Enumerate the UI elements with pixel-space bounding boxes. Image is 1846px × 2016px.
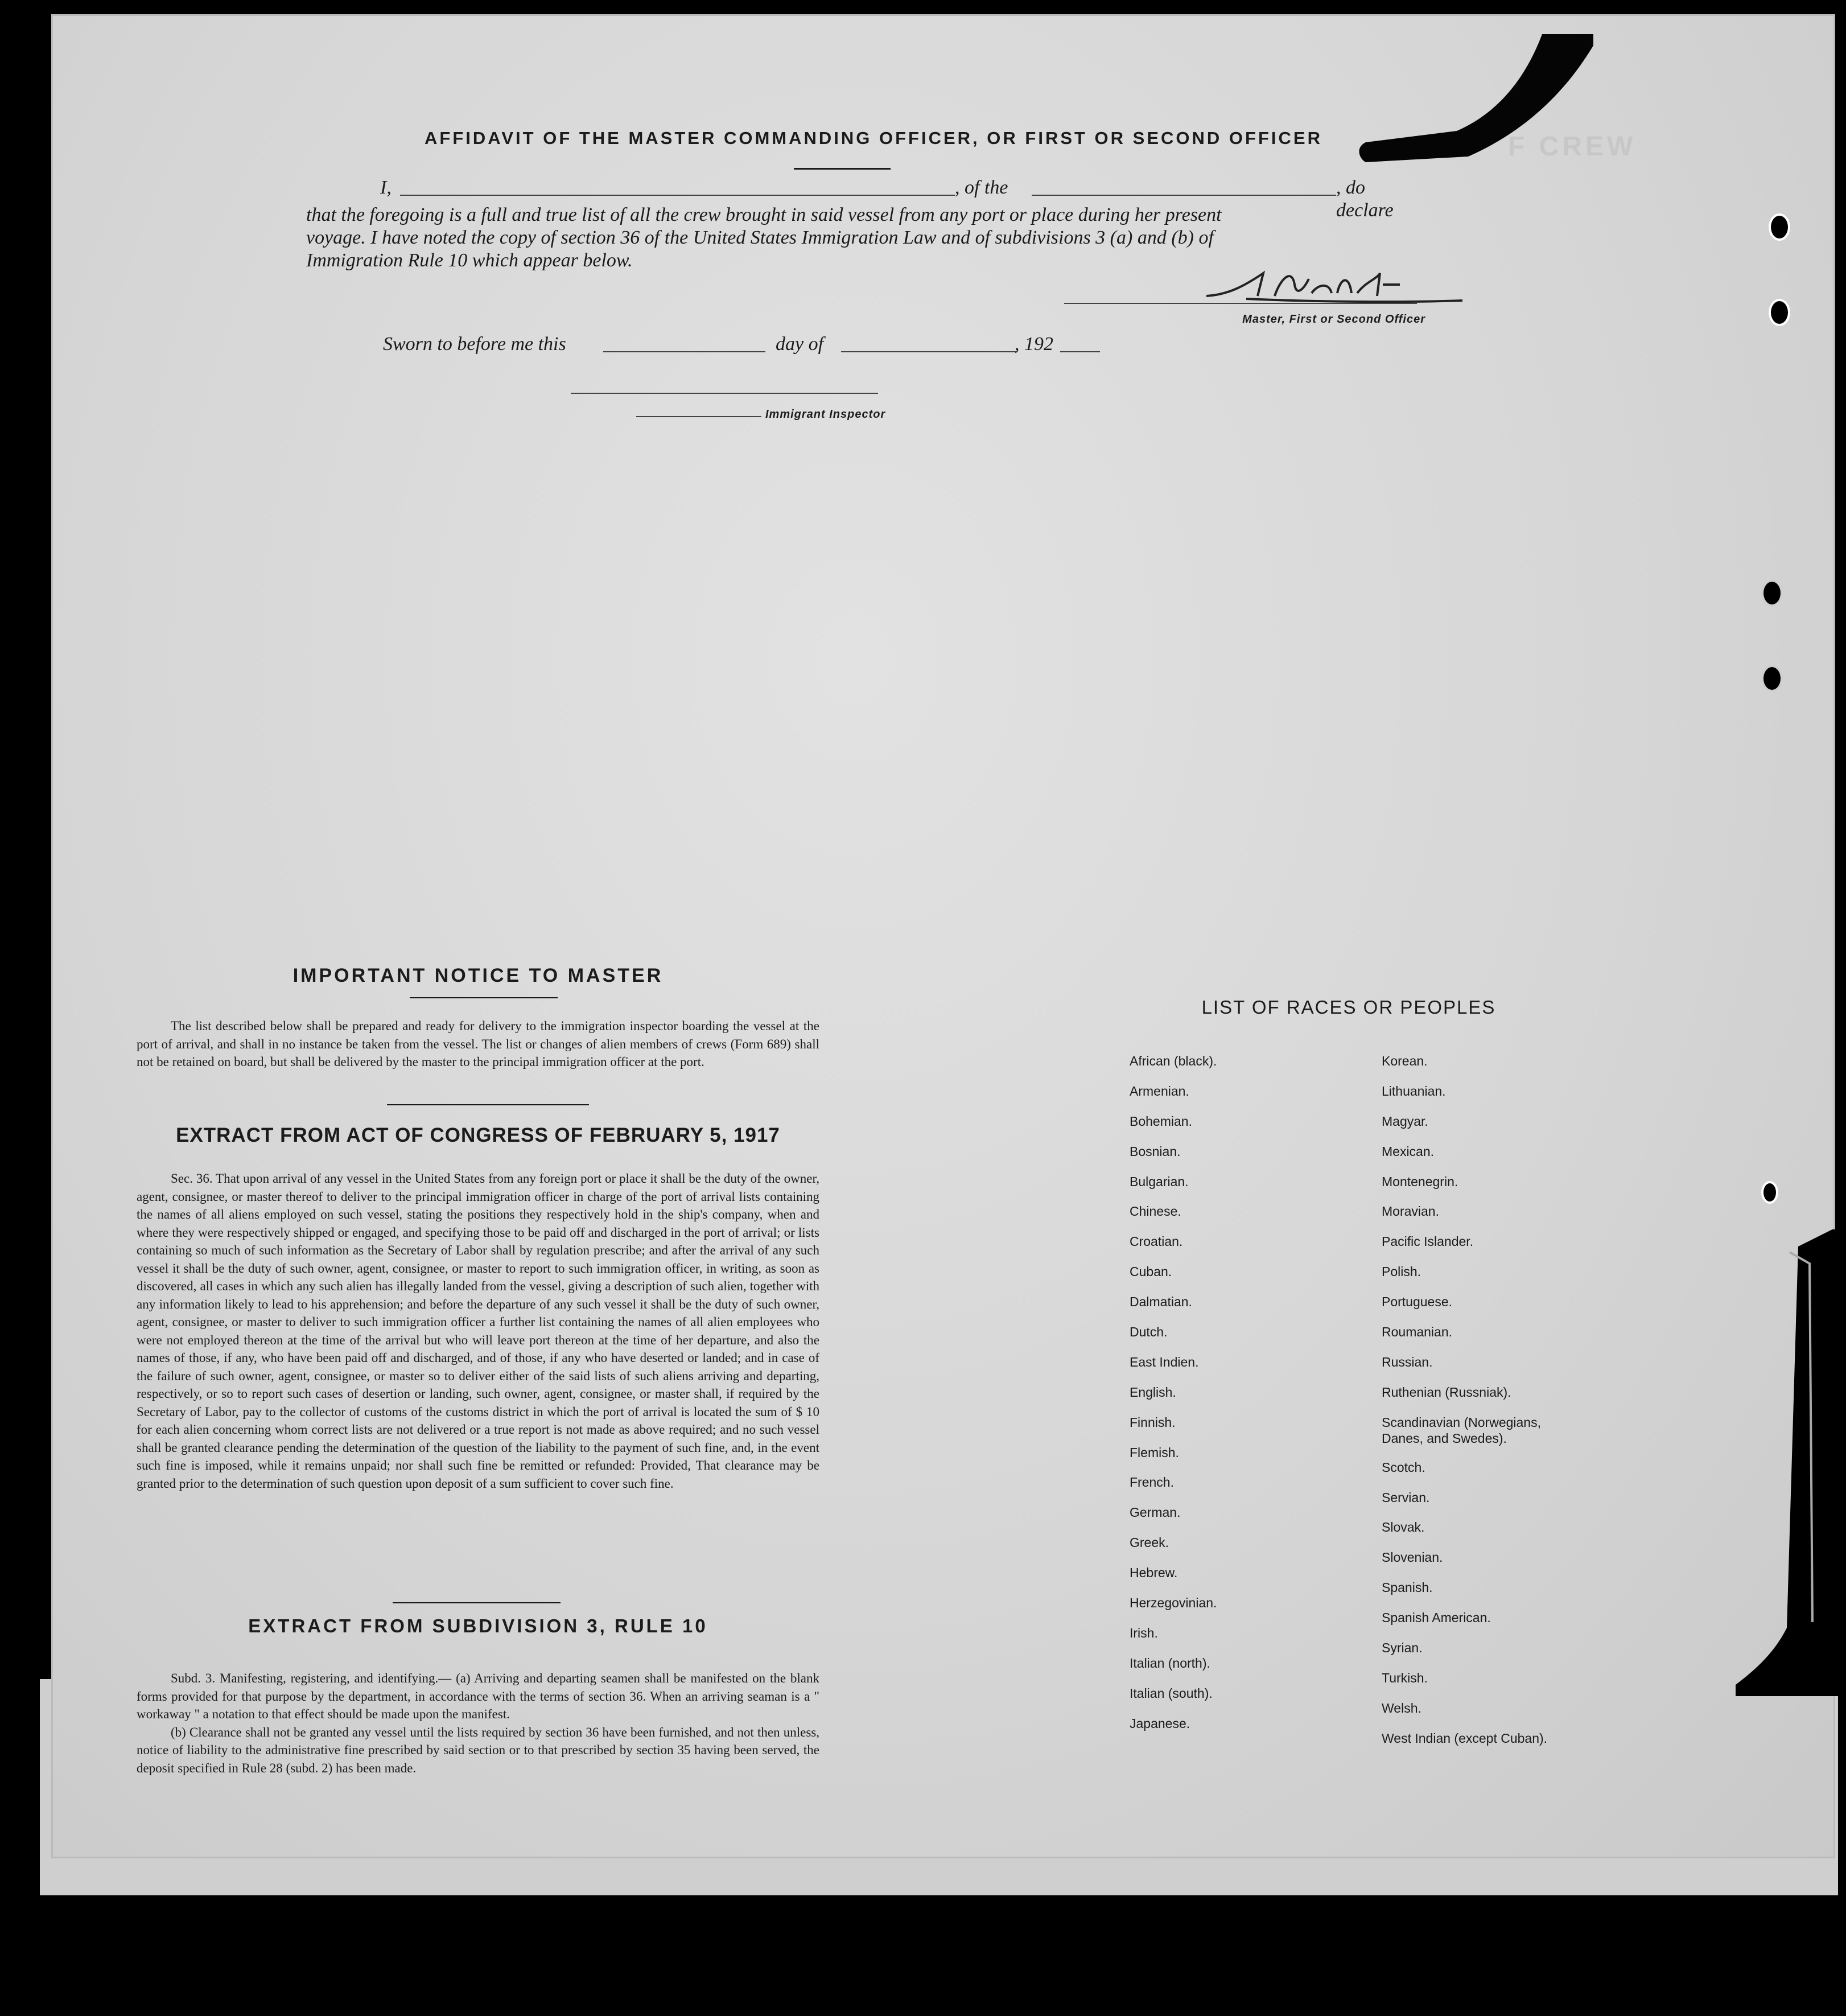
race-item: Slovak.: [1382, 1520, 1425, 1535]
notice-rule: [410, 997, 558, 998]
race-item: Turkish.: [1382, 1670, 1428, 1685]
race-item: Italian (south).: [1130, 1685, 1213, 1701]
binding-hole: [1761, 665, 1783, 692]
notice-end-rule: [387, 1104, 589, 1105]
declaration-text-line: Immigration Rule 10 which appear below.: [306, 250, 633, 271]
race-item: French.: [1130, 1475, 1174, 1490]
tape-mark: [1354, 34, 1593, 176]
act-body: [137, 1170, 819, 1492]
year-blank[interactable]: [1060, 351, 1100, 352]
declaration-text-line: voyage. I have noted the copy of section 36 of the United States Immigration Law and of subdivisions 3 (a) and (b) of: [306, 227, 1214, 248]
bleed-through-text: F CREW: [1508, 131, 1637, 162]
race-item: Dalmatian.: [1130, 1294, 1192, 1310]
race-item: Slovenian.: [1382, 1550, 1443, 1565]
title-rule: [794, 168, 891, 170]
race-item: Lithuanian.: [1382, 1083, 1446, 1098]
race-item: Bohemian.: [1130, 1113, 1192, 1129]
binding-hole: [1769, 213, 1790, 241]
sworn-prefix: Sworn to before me this: [383, 334, 566, 355]
race-item: Scandinavian (Norwegians, Danes, and Swedes).: [1382, 1414, 1541, 1446]
race-item: Mexican.: [1382, 1143, 1435, 1159]
race-item: Finnish.: [1130, 1414, 1176, 1430]
signature-line: [1064, 303, 1417, 304]
race-item: German.: [1130, 1505, 1181, 1520]
rule-paragraph-a: Subd. 3. Manifesting, registering, and identifying.— (a) Arriving and departing seamen shall be manifested on the blank forms provided for that purpose by the department, in accordance with the terms of section 36. When an arriving seaman is a " workaway " a notation to that effect should be made upon the manifest.: [137, 1671, 819, 1721]
binding-hole: [1761, 1181, 1778, 1204]
race-item: Montenegrin.: [1382, 1174, 1458, 1189]
race-item: Greek.: [1130, 1535, 1169, 1550]
race-item: Scotch.: [1382, 1459, 1425, 1475]
race-item: Bulgarian.: [1130, 1174, 1189, 1189]
sworn-year: , 192: [1015, 334, 1053, 355]
rule-body: [137, 1669, 819, 1777]
declaration-of-the: , of the: [955, 177, 1008, 198]
race-item: Hebrew.: [1130, 1565, 1178, 1581]
declaration-i: I,: [380, 177, 392, 198]
race-item: Magyar.: [1382, 1113, 1428, 1129]
notice-title: IMPORTANT NOTICE TO MASTER: [292, 965, 664, 986]
sworn-line: [383, 333, 1123, 357]
signature-caption: Master, First or Second Officer: [1242, 313, 1425, 326]
race-item: Italian (north).: [1130, 1655, 1210, 1671]
binding-hole: [1761, 579, 1783, 607]
officer-signature: [1195, 262, 1468, 307]
race-item: Moravian.: [1382, 1204, 1439, 1219]
race-item: Servian.: [1382, 1490, 1430, 1505]
notice-body: [137, 1017, 819, 1071]
race-item: Roumanian.: [1382, 1324, 1453, 1340]
races-title: LIST OF RACES OR PEOPLES: [1201, 997, 1496, 1018]
race-item: Ruthenian (Russniak).: [1382, 1384, 1511, 1400]
race-item: Herzegovinian.: [1130, 1595, 1217, 1611]
race-item: Portuguese.: [1382, 1294, 1453, 1310]
race-item: Russian.: [1382, 1354, 1433, 1369]
race-item: Japanese.: [1130, 1715, 1190, 1731]
race-item: East Indien.: [1130, 1354, 1199, 1369]
rule-paragraph-b: (b) Clearance shall not be granted any vessel until the lists required by section 36 have been furnished, and not then unless, notice of liability to the administrative fine prescribed by said section or to that prescribed by section 35 having been served, the deposit specified in Rule 28 (subd. 2) has been made.: [137, 1725, 819, 1775]
race-item: Bosnian.: [1130, 1143, 1181, 1159]
act-paragraph: Sec. 36. That upon arrival of any vessel in the United States from any foreign port or place it shall be the duty of the owner, agent, consignee, or master thereof to deliver to the principal immigration officer in charge of the port of arrival lists containing the names of all aliens employed on such vessel, stating the positions they respectively hold in the ship's company, when and where they were respectively shipped or engaged, and specifying those to be paid off and discharged in the port of arrival; or lists containing so much of such information as the Secretary of Labor shall by regulation prescribe; and after the arrival of any such vessel it shall be the duty of such owner, agent, consignee, or master to report to such immigration officer, in writing, as soon as discovered, all cases in which any such alien has illegally landed from the vessel, giving a description of such alien, together with any information likely to lead to his apprehension; and before the departure of any such vessel it shall be the duty of such owner, agent, consignee, or master to deliver to such immigration officer a further list containing the names of all alien employees who were not employed thereon at the time of the arrival but who will leave port thereon at the time of her departure, and also the names of those, if any, who have been paid off and discharged, and of those, if any who have deserted or landed; and in case of the failure of such owner, agent, consignee, or master so to deliver either of the said lists of such aliens arriving and departing, respectively, or so to report such cases of desertion or landing, such owner, agent, consignee, or master shall, if required by the Secretary of Labor, pay to the collector of customs of the customs district in which the port of arrival is located the sum of $ 10 for each alien concerning whom correct lists are not delivered or a true report is not made as above required; and no such vessel shall be granted clearance pending the determination of the question of the liability to the payment of such fine, and, in the event such fine is imposed, while it remains unpaid; nor shall such fine be remitted or refunded: Provided, That clearance may be granted prior to the determination of such question upon deposit of a sum sufficient to cover such fine.: [137, 1171, 819, 1491]
declaration-text-line: that the foregoing is a full and true list of all the crew brought in said vessel from any port or place during her present: [306, 204, 1222, 225]
notice-paragraph: The list described below shall be prepared and ready for delivery to the immigration inspector boarding the vessel at the port of arrival, and shall in no instance be taken from the vessel. The list or changes of alien members of crews (Form 689) shall not be retained on board, but shall be delivered by the master to the principal immigration officer at the port.: [137, 1019, 819, 1069]
race-item: Dutch.: [1130, 1324, 1168, 1340]
vessel-blank[interactable]: [1032, 195, 1336, 196]
declaration-do-declare: , do declare: [1336, 177, 1394, 221]
race-item: Armenian.: [1130, 1083, 1189, 1098]
torn-edge: [1736, 1229, 1838, 1696]
race-item: Korean.: [1382, 1054, 1428, 1068]
race-item: Welsh.: [1382, 1700, 1421, 1715]
day-blank[interactable]: [603, 351, 765, 352]
race-item: African (black).: [1130, 1054, 1217, 1068]
race-item: West Indian (except Cuban).: [1382, 1730, 1548, 1746]
race-item: Croatian.: [1130, 1234, 1183, 1249]
affidavit-title: AFFIDAVIT OF THE MASTER COMMANDING OFFICER, OR FIRST OR SECOND OFFICER: [425, 128, 1322, 148]
race-item: Irish.: [1130, 1625, 1158, 1640]
race-item: Syrian.: [1382, 1640, 1423, 1656]
race-item: Flemish.: [1130, 1445, 1179, 1460]
race-item: Spanish American.: [1382, 1610, 1491, 1626]
race-item: Chinese.: [1130, 1204, 1181, 1219]
act-title: EXTRACT FROM ACT OF CONGRESS OF FEBRUARY 5, 1917: [176, 1124, 780, 1146]
rule-title: EXTRACT FROM SUBDIVISION 3, RULE 10: [248, 1615, 708, 1636]
race-item: Pacific Islander.: [1382, 1234, 1474, 1249]
races-left-column: [1130, 1053, 1357, 1745]
sworn-day-of: day of: [776, 334, 824, 355]
race-item: Spanish.: [1382, 1580, 1433, 1595]
month-blank[interactable]: [841, 351, 1017, 352]
race-item: Cuban.: [1130, 1264, 1172, 1279]
binding-hole: [1769, 299, 1790, 326]
name-blank[interactable]: [400, 195, 955, 196]
act-end-rule: [393, 1602, 561, 1603]
race-item: English.: [1130, 1384, 1176, 1400]
races-right-column: [1382, 1053, 1621, 1760]
inspector-short-line: [636, 416, 761, 417]
inspector-caption: Immigrant Inspector: [765, 408, 886, 421]
inspector-signature-line[interactable]: [571, 393, 878, 394]
race-item: Polish.: [1382, 1264, 1421, 1279]
